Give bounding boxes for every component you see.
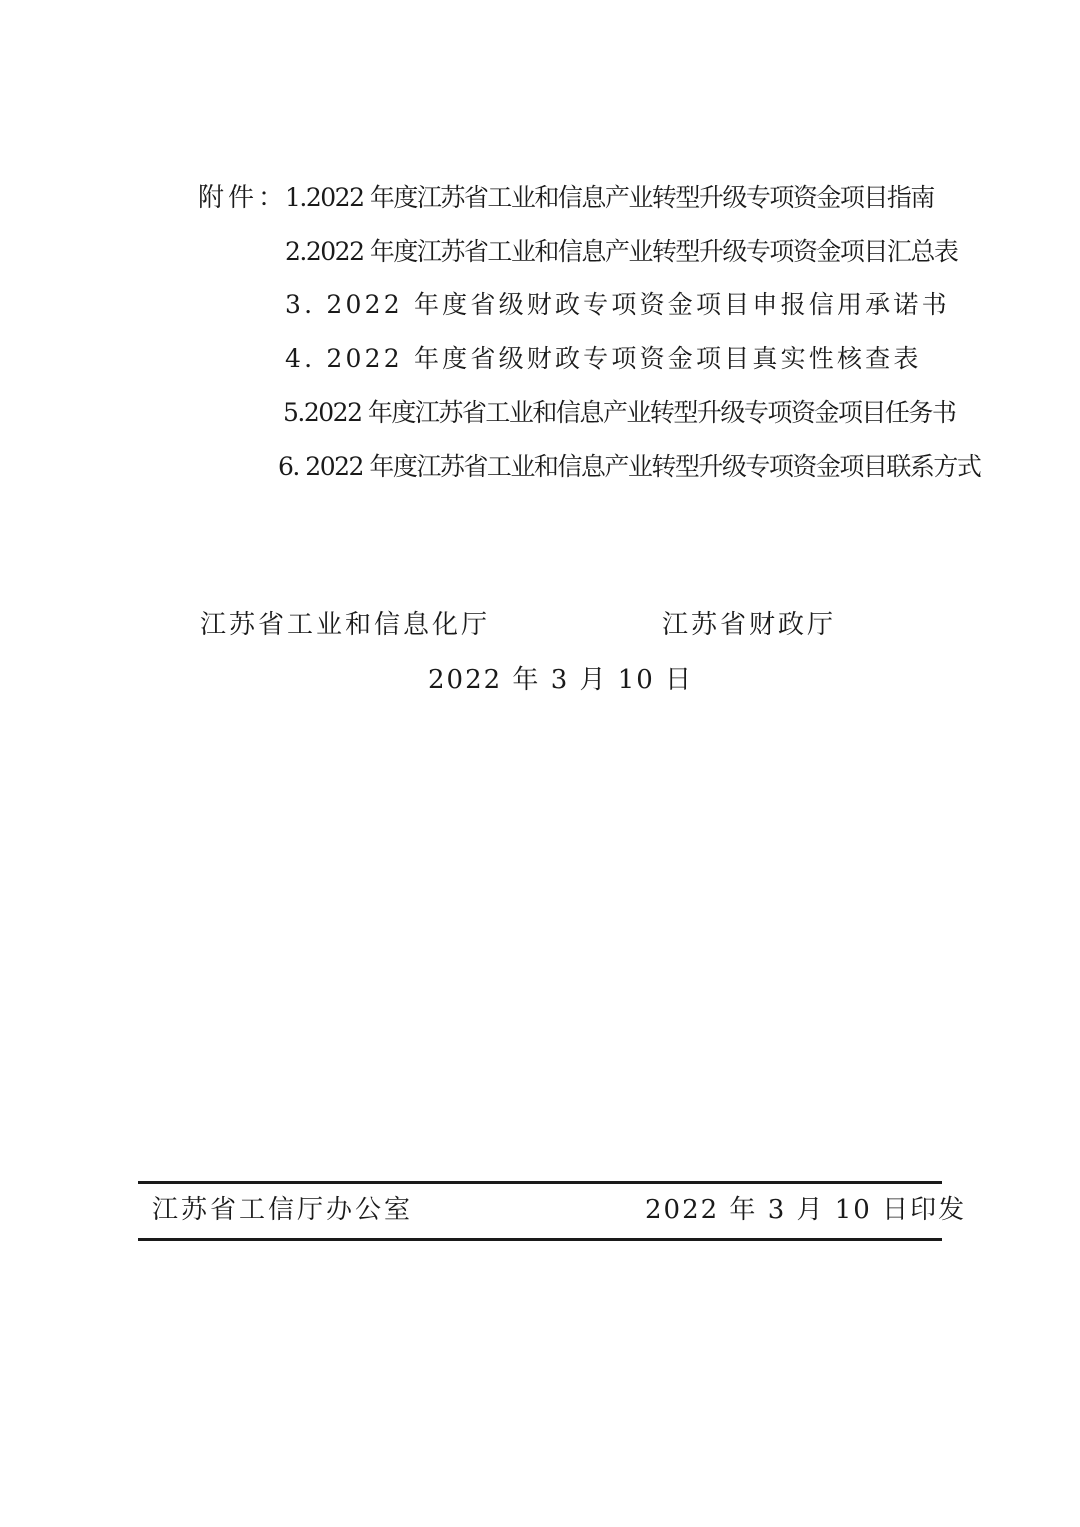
attachment-item-6: 6. 2022 年度江苏省工业和信息产业转型升级专项资金项目联系方式 <box>278 452 981 481</box>
signature-date: 2022 年 3 月 10 日 <box>428 665 694 695</box>
attachment-item-2: 2.2022 年度江苏省工业和信息产业转型升级专项资金项目汇总表 <box>285 237 958 266</box>
signature-issuer-left: 江苏省工业和信息化厅 <box>200 610 491 640</box>
footer-top-rule <box>138 1181 942 1184</box>
signature-issuer-right: 江苏省财政厅 <box>662 610 837 640</box>
attachments-label: 附件： <box>198 183 289 213</box>
footer-issue-date: 2022 年 3 月 10 日印发 <box>645 1195 967 1225</box>
attachment-item-1: 1.2022 年度江苏省工业和信息产业转型升级专项资金项目指南 <box>285 183 934 212</box>
attachment-item-5: 5.2022 年度江苏省工业和信息产业转型升级专项资金项目任务书 <box>283 398 956 427</box>
footer-bottom-rule <box>138 1238 942 1241</box>
attachment-item-3: 3. 2022 年度省级财政专项资金项目申报信用承诺书 <box>285 290 950 319</box>
footer-issuer: 江苏省工信厅办公室 <box>152 1195 414 1225</box>
attachment-item-4: 4. 2022 年度省级财政专项资金项目真实性核查表 <box>285 344 922 373</box>
